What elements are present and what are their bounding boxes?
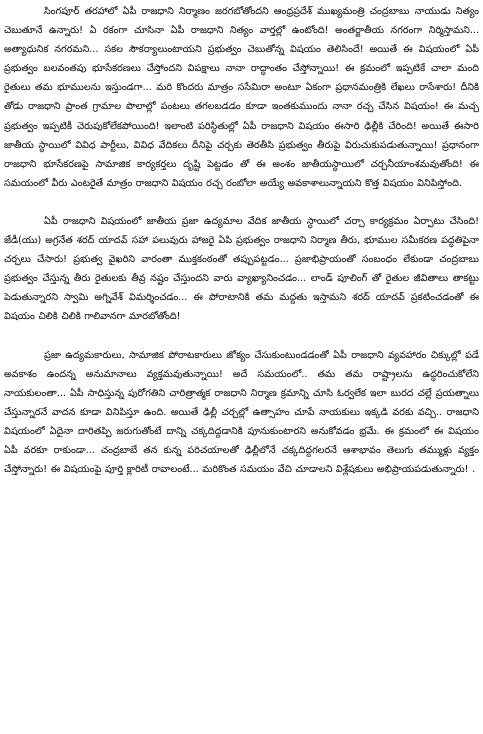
article-paragraph-3: ప్రజా ఉద్యమకారులు, సామాజిక పోరాటకారులు జోక్యం చేసుకుంటుండడంతో ఏపీ రాజధాని వ్యవహారం చిక్కుల్లో పడే అవకాశం ఉందన్న అనుమానాలు వ్యక్తమవుతున్నాయి! అదే సమయంలో.. తమ తమ రాష్ట్రాలను ఉద్ధరించుకోలేని నాయకులంతా... ఏపీ సాధిస్తున్న పురోగతిని చారిత్రాత్మక రాజధాని నిర్మాణ క్రమాన్ని చూసి ఓర్వలేక ఇలా బురద చల్లే ప్రయత్నాలు చేస్తున్నారనే వాదన కూడా వినిపిస్తూ ఉంది. అయితే ఢిల్లీ చర్చల్లో ఉత్సాహం చూపే నాయకులు ఇక్కడి వరకు వచ్చి.. రాజధాని విషయంలో ఏదైనా దారితప్పి జరుగుతోంటే దాన్ని చక్కదిద్దడానికి పూనుకుంటారని అనుకోవడం భ్రమే. ఈ క్రమంలో ఈ విషయం ఏపీ వరకూ రాకుండా... చంద్రబాబే తన కున్న పరిచయాలతో ఢిల్లీలోనే చక్కదిద్దగలరనే ఆశాభావం తెలుగు తమ్ముళ్లు వ్యక్తం చేస్తోన్నారు! ఈ విషయంపై పూర్తి క్లారిటీ రావాలంటే... మరికొంత సమయం వేచి చూడాలని విశ్లేషకులు అభిప్రాయపడుతున్నారు! . bbox=[4, 349, 479, 476]
article-paragraph-2: ఏపీ రాజధాని విషయంలో జాతీయ ప్రజా ఉద్యమాల వేదిక జాతీయ స్ధాయిలో చర్చా కార్యక్రమం ఏర్పాటు చేసింది! జేడీ(యు) అగ్రనేత శరద్ యాదవ్ సహా పలువురు హాజరై ఏపి ప్రభుత్వం రాజధాని నిర్మాణ తీరు, భూముల సమీకరణ పద్ధతిపైనా చర్చలు చేసారు! ప్రభుత్వ వైఖరిని వారంతా ముక్తకంఠంతో తప్పుపట్టడం... ప్రజాభిప్రాయంతో సంబంధం లేకుండా చంద్రబాబు ప్రభుత్వం చేస్తున్న తీరు రైతులకు తీవ్ర నష్టం చేస్తుందని వారు వ్యాఖ్యానించడం... లాండ్ పూలింగ్ తో రైతుల జీవితాలు తాకట్టు పెడుతున్నారని స్వామి అగ్నివేశ్ విమర్శించడం... ఈ పోరాటానికి తమ మద్దతు ఇస్తామని శరద్ యాదవ్ ప్రకటించడంతో ఈ విషయం చిలికి చిలికి గాలివానగా మారబోతోంది! bbox=[4, 215, 479, 323]
article-paragraph-1: సింగపూర్ తరహాలో ఏపీ రాజధాని నిర్మాణం జరగబోతోందని ఆంధ్రప్రదేశ్ ముఖ్యమంత్రి చంద్రబాబు నాయుడు నిత్యం చెబుతూనే ఉన్నారు! ఏ రకంగా చూసినా ఏపీ రాజధాని నిత్యం వార్తల్లో ఉంటోంది! అంతర్జాతీయ నగరంగా నిర్మిస్తామని... అత్యాధునిక నగరమని... సకల సౌకర్యాలుంటాయని ప్రభుత్వం చెబుతోన్న విషయం తెలిసిందే! అయితే ఈ విషయంలో ఏపీ ప్రభుత్వం బలవంతపు భూసేకరణలు చేస్తోందని విపక్షాలు నానా రాద్ధాంతం చేస్తోన్నాయి! ఈ క్రమంలో ఇప్పటికే చాలా మంది రైతులు తమ భూములను ఇస్తుండగా... మరి కొందరు మాత్రం ససేమిరా అంటూ ఏకంగా ప్రధానమంత్రికి లేఖలు రాసేశారు! దీనికి తోడు రాజధాని ప్రాంత గ్రామాల పొలాల్లో పంటలు తగలబడడం కూడా ఇంతకుముందు నానా రచ్చ చేసిన విషయం! ఈ మచ్చ ప్రభుత్వం ఇప్పటికీ చెరుపుకోలేకపోయింది! ఇలాంటి పరిస్ధితుల్లో ఏపీ రాజధాని విషయం ఈసారి ఢిల్లీకి చేరింది! అయితే ఈసారి జాతీయ స్ధాయిలో వివిధ పార్టీలు, వివిధ వేదికలు దీనిపై చర్చకు తెరతీసి ప్రభుత్వం తీరుపై విరుచుకుపడుతున్నాయి! ప్రధానంగా రాజధాని భూసేకరణపై సామాజిక కార్యకర్తలు దృష్టి పెట్టడం తో ఈ అంశం జాతీయస్ధాయిలో చర్చనీయాంశమవుతోంది! ఈ సమయంలో వీరు ఎంటరైతే మాత్రం రాజధాని విషయం రచ్చ రంబోలా అయ్యే అవకాశాలున్నాయని కొత్త విషయం వినిపిస్తోంది. bbox=[4, 6, 479, 189]
